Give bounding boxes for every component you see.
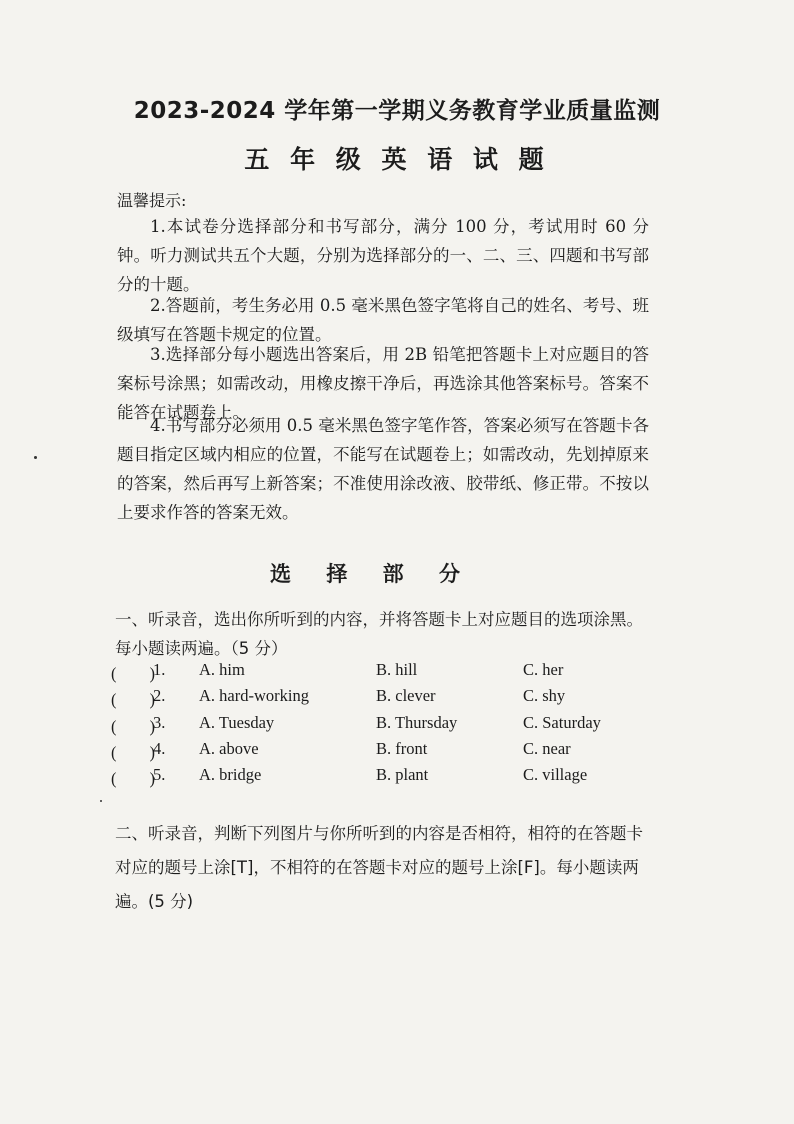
option-a: A. hard-working	[199, 686, 309, 705]
option-a: A. bridge	[199, 765, 262, 784]
option-a: A. him	[199, 660, 245, 679]
option-c: C. village	[523, 765, 588, 784]
item-number: 2.	[153, 686, 166, 705]
option-b: B. hill	[376, 660, 418, 679]
option-b: B. Thursday	[376, 713, 458, 732]
item-number: 4.	[153, 739, 166, 758]
option-c: C. Saturday	[523, 713, 601, 732]
list-item	[111, 660, 671, 685]
item-number: 1.	[153, 660, 166, 679]
list-item	[111, 739, 671, 764]
option-c: C. shy	[523, 686, 566, 705]
scan-speck	[100, 800, 102, 802]
exam-title: 2023-2024 学年第一学期义务教育学业质量监测	[133, 98, 661, 124]
option-b: B. plant	[376, 765, 429, 784]
exam-subtitle: 五 年 级 英 语 试 题	[244, 145, 550, 174]
answer-blank: ( )	[111, 717, 155, 736]
item-number: 5.	[153, 765, 166, 784]
answer-blank: ( )	[111, 769, 155, 788]
question-1-instruction: 一、听录音，选出你所听到的内容，并将答题卡上对应题目的选项涂黑。每小题读两遍。（5 分）	[115, 610, 643, 658]
option-a: A. Tuesday	[199, 713, 275, 732]
option-c: C. near	[523, 739, 571, 758]
answer-blank: ( )	[111, 743, 155, 762]
list-item	[111, 713, 671, 738]
option-a: A. above	[199, 739, 259, 758]
answer-blank: ( )	[111, 664, 155, 683]
answer-blank: ( )	[111, 690, 155, 709]
tip-note-2: 2.答题前，考生务必用 0.5 毫米黑色签字笔将自己的姓名、考号、班级填写在答题卡规定的位置。	[117, 296, 649, 344]
option-b: B. front	[376, 739, 428, 758]
tip-note-1: 1.本试卷分选择部分和书写部分，满分 100 分，考试用时 60 分钟。听力测试共五个大题，分别为选择部分的一、二、三、四题和书写部分的十题。	[117, 217, 649, 294]
item-number: 3.	[153, 713, 166, 732]
tip-note-4: 4.书写部分必须用 0.5 毫米黑色签字笔作答，答案必须写在答题卡各题目指定区域内相应的位置，不能写在试题卷上；如需改动，先划掉原来的答案，然后再写上新答案；不准使用涂改液、胶带纸、修正带。不按以上要求作答的答案无效。	[117, 416, 649, 522]
option-c: C. her	[523, 660, 564, 679]
section-title: 选 择 部 分	[270, 562, 474, 586]
option-b: B. clever	[376, 686, 436, 705]
question-2-instruction: 二、听录音，判断下列图片与你所听到的内容是否相符，相符的在答题卡对应的题号上涂[T]，不相符的在答题卡对应的题号上涂[F]。每小题读两遍。(5 分)	[115, 824, 643, 911]
list-item	[111, 686, 671, 711]
tips-label: 温馨提示:	[117, 191, 187, 210]
scan-speck	[34, 456, 37, 459]
tip-note-3: 3.选择部分每小题选出答案后，用 2B 铅笔把答题卡上对应题目的答案标号涂黑；如需改动，用橡皮擦干净后，再选涂其他答案标号。答案不能答在试题卷上。	[117, 345, 649, 422]
list-item	[111, 765, 671, 790]
